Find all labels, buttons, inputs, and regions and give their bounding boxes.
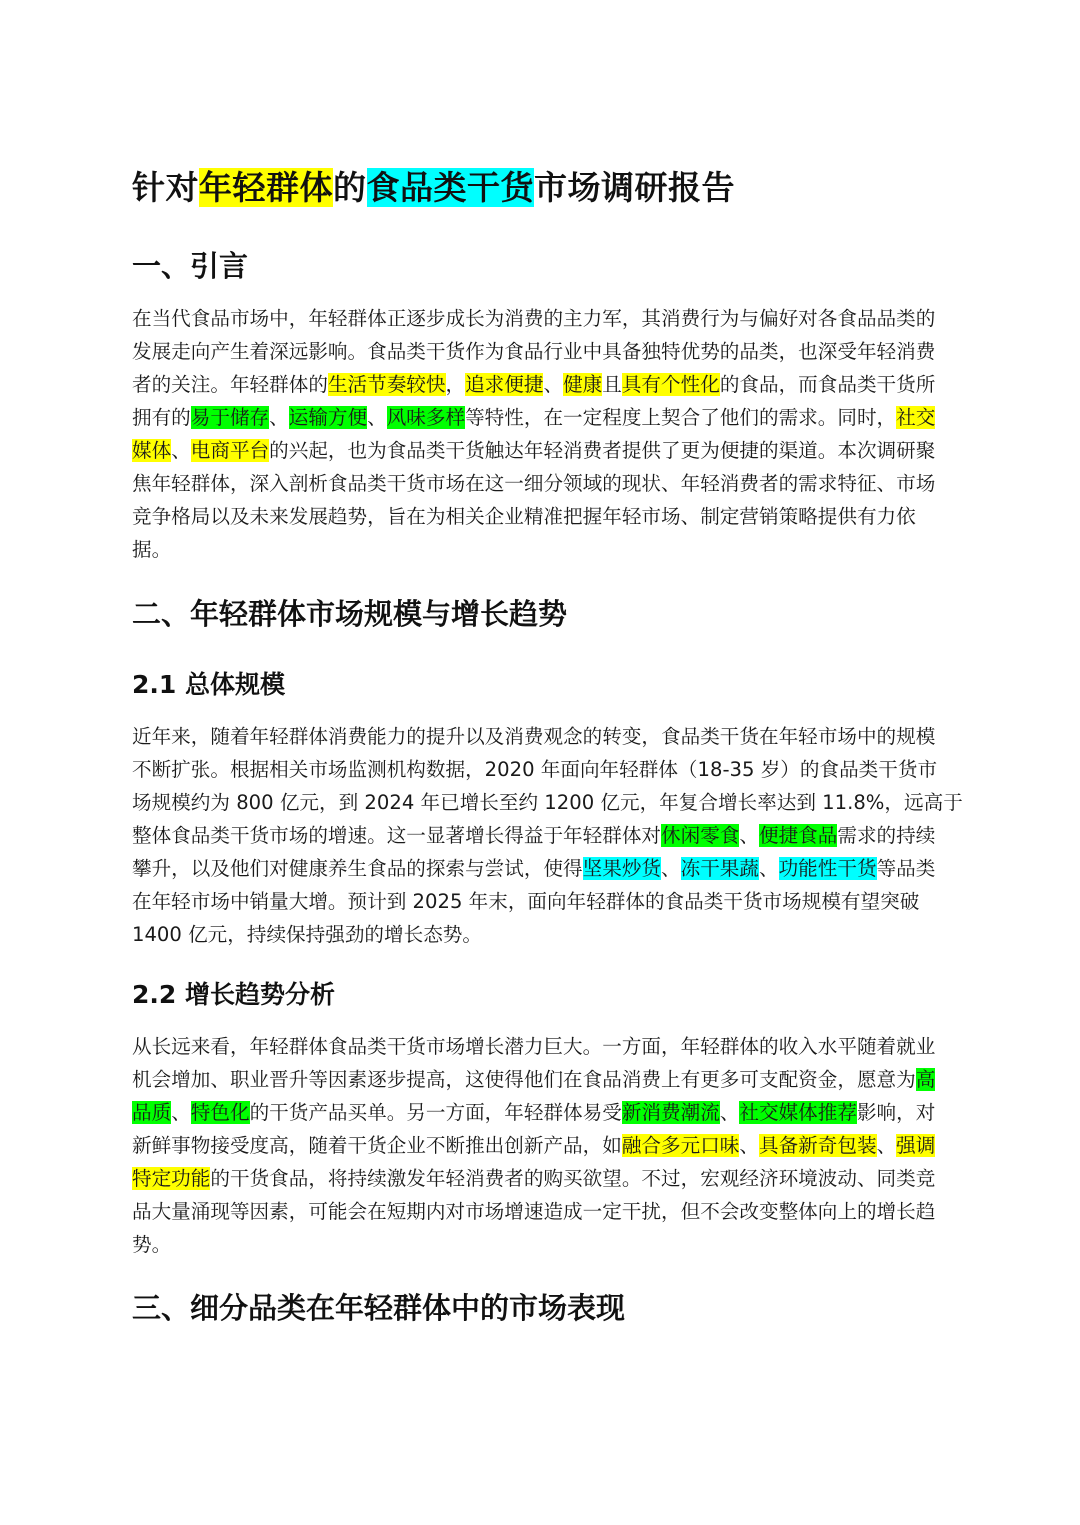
highlighted-phrase: 品质	[132, 1101, 172, 1124]
text-line	[132, 720, 952, 753]
text-run: 的干货产品买单。另一方面，年轻群体易受	[249, 1101, 622, 1124]
text-line	[132, 1063, 952, 1096]
text-line	[132, 401, 952, 434]
highlighted-phrase: 运输方便	[288, 406, 368, 429]
text-run: 势。	[132, 1233, 172, 1256]
text-run: 据。	[132, 538, 172, 561]
highlighted-phrase: 具备新奇包装	[759, 1134, 877, 1157]
report-title	[132, 165, 735, 211]
title-connector: 的	[333, 168, 367, 207]
subsection-heading-overall-scale: 2.1 总体规模	[132, 670, 285, 699]
highlighted-phrase: 高	[915, 1068, 936, 1091]
text-line	[132, 533, 952, 566]
text-run: 在年轻市场中销量大增。预计到 2025 年末，面向年轻群体的食品类干货市场规模有望突破	[132, 890, 920, 913]
text-line	[132, 500, 952, 533]
text-run: 、	[171, 1101, 191, 1124]
text-line	[132, 918, 952, 951]
text-run: 焦年轻群体，深入剖析食品类干货市场在这一细分领域的现状、年轻消费者的需求特征、市场	[132, 472, 936, 495]
section-heading-subcategories: 三、细分品类在年轻群体中的市场表现	[132, 1291, 626, 1325]
text-run: 拥有的	[132, 406, 191, 429]
text-run: 、	[543, 373, 564, 396]
highlighted-phrase: 社交	[896, 406, 936, 429]
text-line	[132, 819, 952, 852]
text-run: 的食品，而食品类干货所	[719, 373, 936, 396]
text-run: 品大量涌现等因素，可能会在短期内对市场增速造成一定干扰，但不会改变整体向上的增长趋	[132, 1200, 936, 1223]
text-run: 、	[876, 1134, 897, 1157]
text-run: 、	[171, 439, 191, 462]
growth-trend-paragraph	[132, 1030, 952, 1261]
highlighted-phrase: 冻干果蔬	[680, 857, 759, 880]
highlighted-phrase: 风味多样	[386, 406, 466, 429]
section-heading-intro: 一、引言	[132, 249, 249, 283]
text-run: 攀升，以及他们对健康养生食品的探索与尝试，使得	[132, 857, 583, 880]
highlighted-phrase: 追求便捷	[465, 373, 544, 396]
text-run: 者的关注。年轻群体的	[132, 373, 328, 396]
text-line	[132, 368, 952, 401]
title-suffix: 市场调研报告	[534, 168, 735, 207]
text-line	[132, 885, 952, 918]
highlighted-phrase: 健康	[563, 373, 603, 396]
text-run: 且	[602, 373, 622, 396]
text-line	[132, 467, 952, 500]
title-highlight-young-group: 年轻群体	[199, 168, 333, 207]
text-run: 1400 亿元，持续保持强劲的增长态势。	[132, 923, 482, 946]
text-line	[132, 1195, 952, 1228]
text-run: 、	[739, 824, 759, 847]
text-line	[132, 335, 952, 368]
highlighted-phrase: 强调	[896, 1134, 936, 1157]
text-run: 、	[759, 857, 779, 880]
section-heading-market-scale: 二、年轻群体市场规模与增长趋势	[132, 597, 568, 631]
text-line	[132, 852, 952, 885]
text-run: 发展走向产生着深远影响。食品类干货作为食品行业中具备独特优势的品类，也深受年轻消费	[132, 340, 936, 363]
highlighted-phrase: 休闲零食	[661, 824, 740, 847]
text-line	[132, 1096, 952, 1129]
title-prefix: 针对	[132, 168, 199, 207]
highlighted-phrase: 易于储存	[190, 406, 270, 429]
intro-paragraph	[132, 302, 952, 566]
text-line	[132, 1030, 952, 1063]
text-run: 、	[269, 406, 289, 429]
overall-scale-paragraph	[132, 720, 963, 951]
title-highlight-dried-food: 食品类干货	[366, 168, 534, 207]
text-line	[132, 1162, 952, 1195]
text-run: 的干货食品，将持续激发年轻消费者的购买欲望。不过，宏观经济环境波动、同类竞	[210, 1167, 936, 1190]
subsection-heading-growth-trend: 2.2 增长趋势分析	[132, 980, 335, 1009]
highlighted-phrase: 融合多元口味	[621, 1134, 740, 1157]
highlighted-phrase: 便捷食品	[759, 824, 838, 847]
text-run: 、	[367, 406, 387, 429]
text-run: 新鲜事物接受度高，随着干货企业不断推出创新产品，如	[132, 1134, 622, 1157]
text-run: 需求的持续	[837, 824, 936, 847]
text-line	[132, 302, 952, 335]
text-run: 的兴起，也为食品类干货触达年轻消费者提供了更为便捷的渠道。本次调研聚	[269, 439, 936, 462]
text-run: 等特性，在一定程度上契合了他们的需求。同时，	[465, 406, 897, 429]
text-run: 从长远来看，年轻群体食品类干货市场增长潜力巨大。一方面，年轻群体的收入水平随着就业	[132, 1035, 936, 1058]
text-line	[132, 786, 963, 819]
text-run: 在当代食品市场中，年轻群体正逐步成长为消费的主力军，其消费行为与偏好对各食品品类的	[132, 307, 936, 330]
text-run: 机会增加、职业晋升等因素逐步提高，这使得他们在食品消费上有更多可支配资金，愿意为	[132, 1068, 916, 1091]
text-line	[132, 1228, 952, 1261]
highlighted-phrase: 特色化	[190, 1101, 250, 1124]
highlighted-phrase: 媒体	[132, 439, 172, 462]
highlighted-phrase: 电商平台	[190, 439, 270, 462]
text-run: 影响，对	[856, 1101, 936, 1124]
text-run: 等品类	[876, 857, 936, 880]
highlighted-phrase: 社交媒体推荐	[739, 1101, 857, 1124]
text-line	[132, 1129, 952, 1162]
highlighted-phrase: 功能性干货	[778, 857, 877, 880]
text-run: 、	[739, 1134, 759, 1157]
text-run: 场规模约为 800 亿元，到 2024 年已增长至约 1200 亿元，年复合增长率达到 11.8%，远高于	[132, 791, 963, 814]
text-line	[132, 753, 952, 786]
text-run: 竞争格局以及未来发展趋势，旨在为相关企业精准把握年轻市场、制定营销策略提供有力依	[132, 505, 916, 528]
text-run: 、	[661, 857, 681, 880]
text-run: ，	[445, 373, 466, 396]
highlighted-phrase: 新消费潮流	[621, 1101, 720, 1124]
highlighted-phrase: 生活节奏较快	[327, 373, 446, 396]
text-run: 不断扩张。根据相关市场监测机构数据，2020 年面向年轻群体（18-35 岁）的食品类干货市	[132, 758, 938, 781]
text-run: 近年来，随着年轻群体消费能力的提升以及消费观念的转变，食品类干货在年轻市场中的规模	[132, 725, 936, 748]
highlighted-phrase: 特定功能	[132, 1167, 211, 1190]
highlighted-phrase: 具有个性化	[621, 373, 720, 396]
text-line	[132, 434, 952, 467]
text-run: 、	[719, 1101, 740, 1124]
text-run: 整体食品类干货市场的增速。这一显著增长得益于年轻群体对	[132, 824, 662, 847]
highlighted-phrase: 坚果炒货	[582, 857, 662, 880]
